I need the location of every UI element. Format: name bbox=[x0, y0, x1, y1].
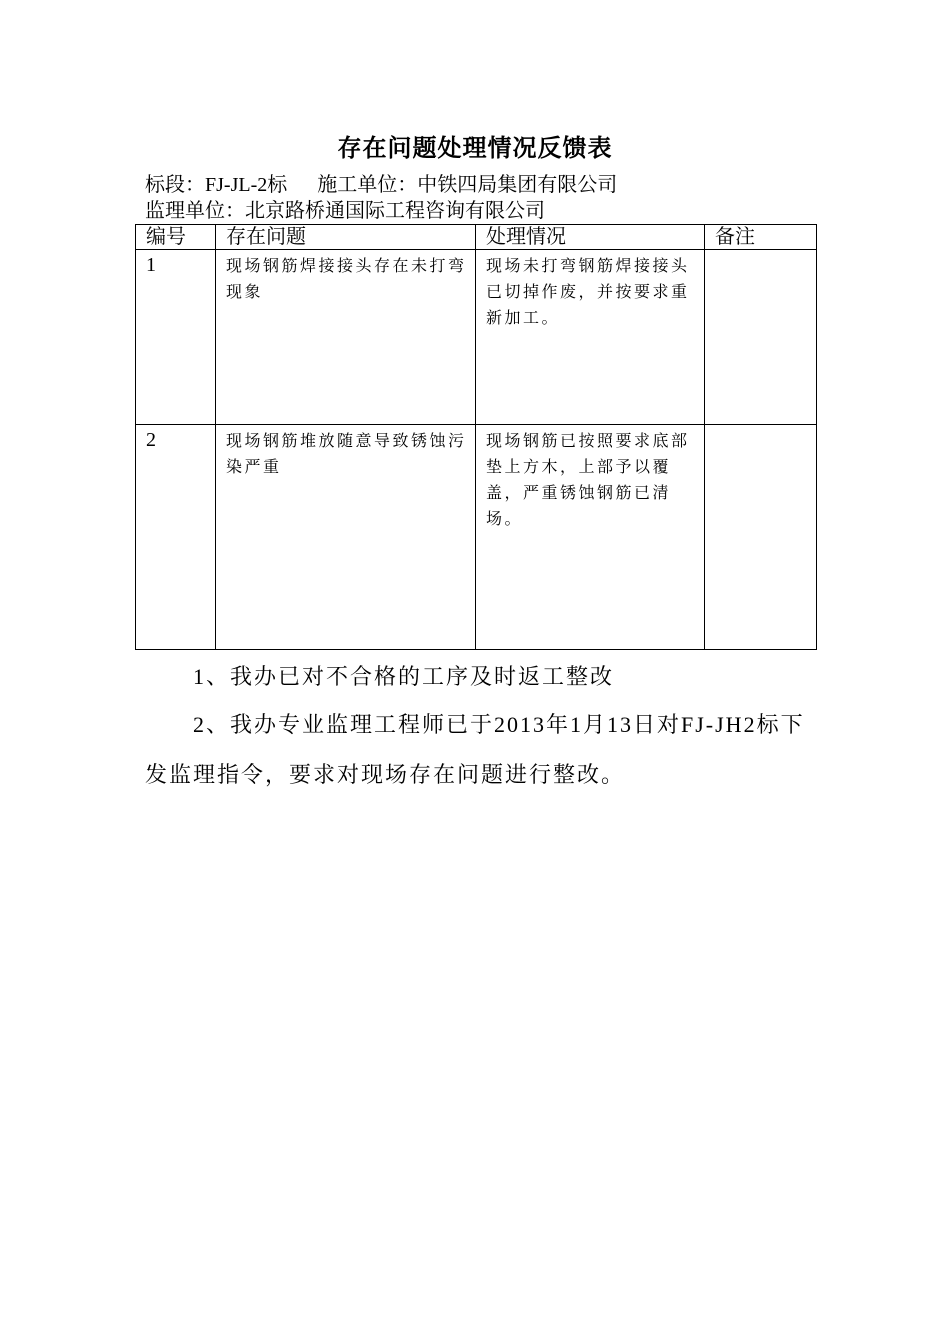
row-remark bbox=[705, 250, 817, 425]
section-label: 标段：FJ-JL-2标 bbox=[145, 174, 288, 196]
row-handling: 现场钢筋已按照要求底部垫上方木，上部予以覆盖，严重锈蚀钢筋已清场。 bbox=[476, 425, 705, 650]
header-number: 编号 bbox=[136, 225, 216, 250]
feedback-table bbox=[135, 224, 817, 650]
table-header-row bbox=[136, 225, 817, 250]
supervisor-label: 监理单位：北京路桥通国际工程咨询有限公司 bbox=[145, 200, 545, 222]
note-paragraph-1 bbox=[145, 652, 810, 702]
header-handling: 处理情况 bbox=[476, 225, 705, 250]
header-problem: 存在问题 bbox=[216, 225, 476, 250]
note-paragraph-2 bbox=[145, 700, 810, 800]
contractor-label: 施工单位：中铁四局集团有限公司 bbox=[317, 174, 618, 196]
note-text: 1、我办已对不合格的工序及时返工整改 bbox=[193, 664, 615, 689]
row-problem: 现场钢筋焊接接头存在未打弯现象 bbox=[216, 250, 476, 425]
document-title: 存在问题处理情况反馈表 bbox=[337, 136, 613, 162]
note-text: 2、我办专业监理工程师已于2013年1月13日对FJ-JH2标下发监理指令，要求对现场存在问题进行整改。 bbox=[145, 712, 805, 787]
header-info-line bbox=[145, 172, 617, 198]
table-row bbox=[136, 425, 817, 650]
table-row bbox=[136, 250, 817, 425]
row-problem: 现场钢筋堆放随意导致锈蚀污染严重 bbox=[216, 425, 476, 650]
row-number: 2 bbox=[136, 425, 216, 650]
row-number: 1 bbox=[136, 250, 216, 425]
row-handling: 现场未打弯钢筋焊接接头已切掉作废，并按要求重新加工。 bbox=[476, 250, 705, 425]
header-remark: 备注 bbox=[705, 225, 817, 250]
row-remark bbox=[705, 425, 817, 650]
